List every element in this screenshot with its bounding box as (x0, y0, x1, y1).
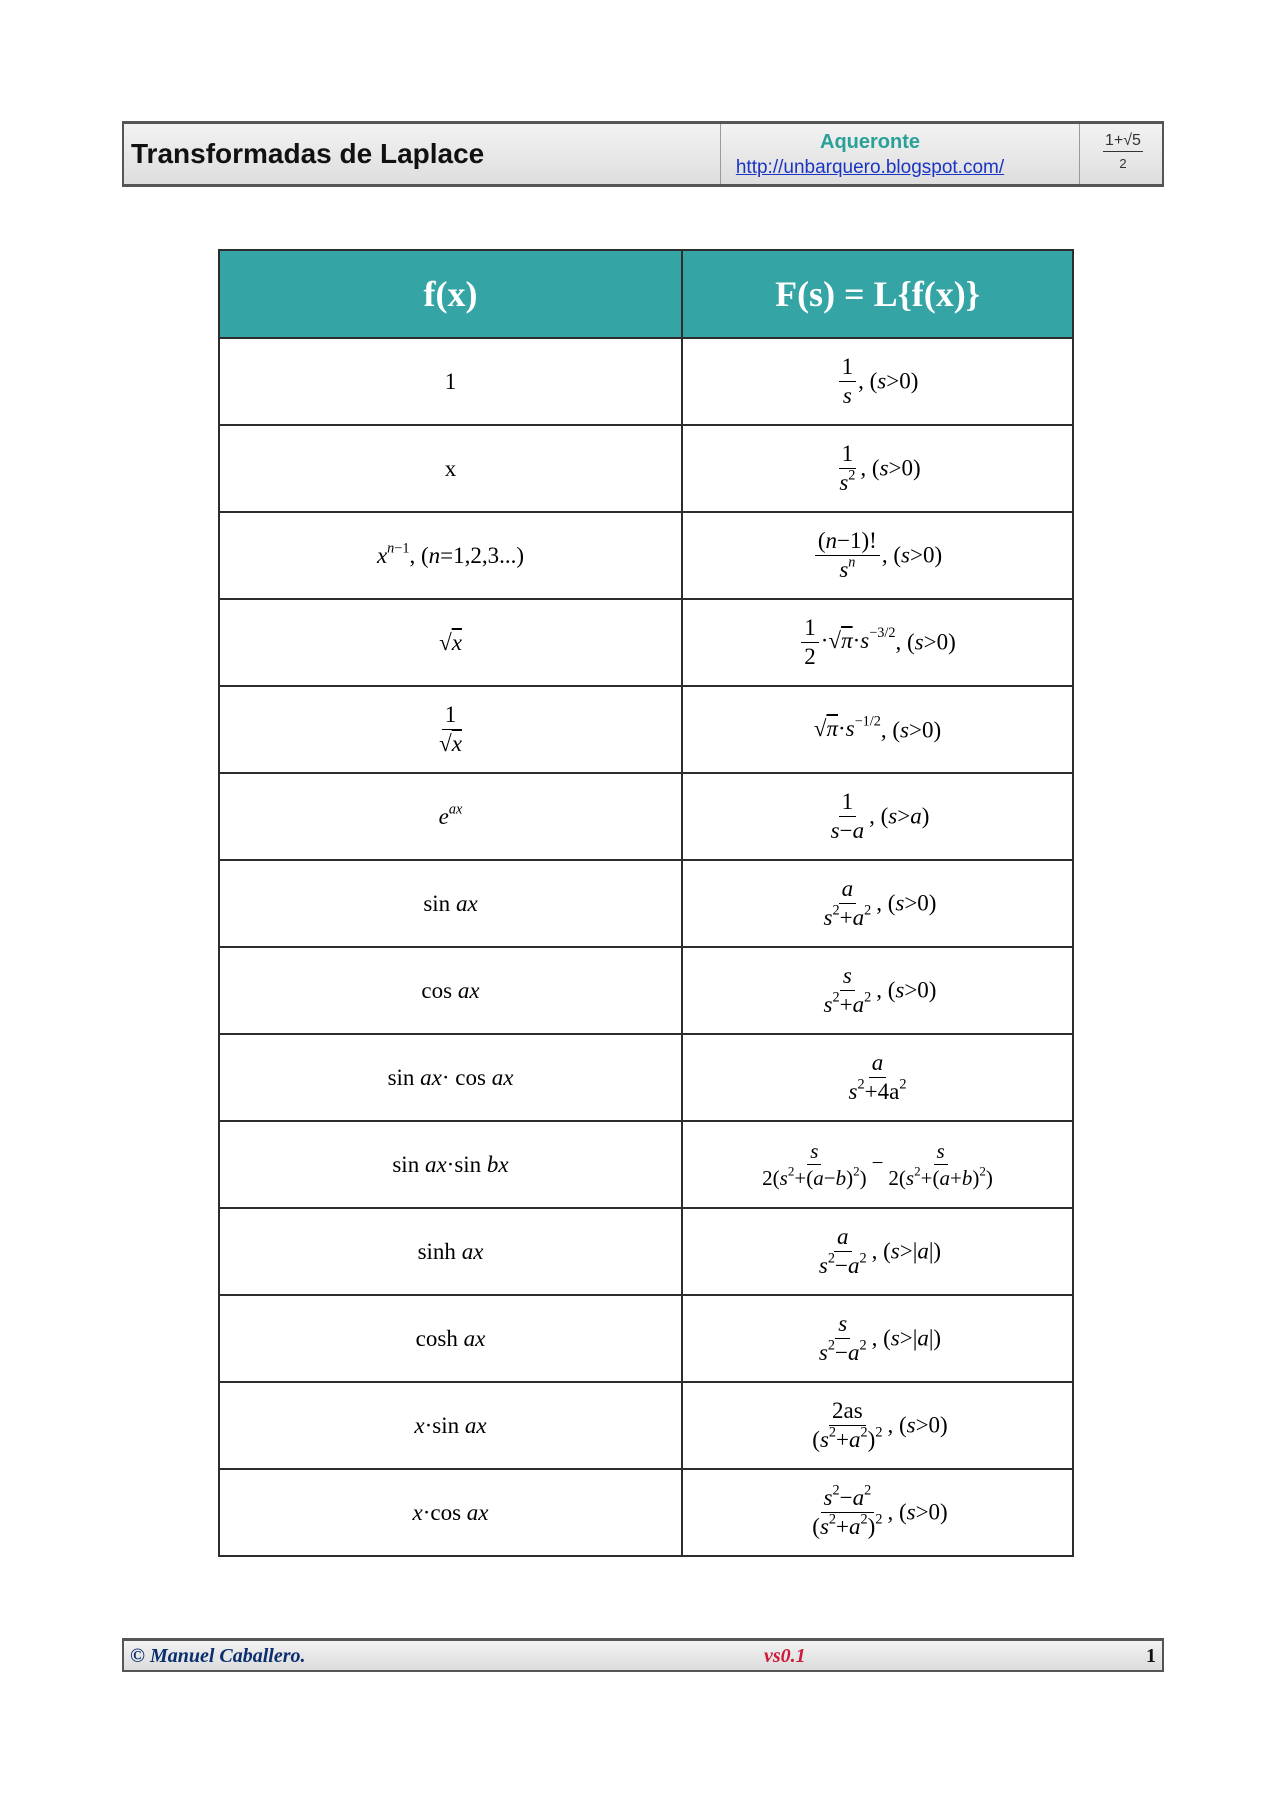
table-row (219, 773, 1073, 860)
function-cell: sin ax· cos ax (219, 1034, 682, 1121)
transform-cell: $\frac{1}{s^2}$ , (s>0) (682, 425, 1073, 512)
function-cell: x·cos ax (219, 1469, 682, 1556)
logo-denominator: 2 (1119, 156, 1127, 171)
table-row (219, 947, 1073, 1034)
transform-cell: $\frac{s}{s^2+a^2}$ , (s>0) (682, 947, 1073, 1034)
function-cell: cos ax (219, 947, 682, 1034)
logo-numerator: 1+√5 (1103, 132, 1143, 152)
table-row (219, 599, 1073, 686)
function-cell: sin ax·sin bx (219, 1121, 682, 1208)
column-header-transform: F(s) = L{f(x)} (682, 250, 1073, 338)
table-row (219, 1382, 1073, 1469)
page-number: 1 (1146, 1645, 1156, 1667)
table-row (219, 686, 1073, 773)
function-cell: cosh ax (219, 1295, 682, 1382)
table-row (219, 860, 1073, 947)
function-cell: sin ax (219, 860, 682, 947)
transform-cell: $\frac{a}{s^2+4a^2}$ (682, 1034, 1073, 1121)
document-header (122, 121, 1164, 187)
version-label: vs0.1 (764, 1645, 806, 1667)
transform-cell: $\frac{2as}{(s^2+a^2)^2}$ , (s>0) (682, 1382, 1073, 1469)
table-row (219, 1295, 1073, 1382)
function-cell: 1 (219, 338, 682, 425)
table-row (219, 1208, 1073, 1295)
function-cell: sinh ax (219, 1208, 682, 1295)
transform-cell: $\frac{s}{s^2-a^2}$ , (s>|a|) (682, 1295, 1073, 1382)
transform-cell: $√\pi\cdot s^{-1/2}$, (s>0) (682, 686, 1073, 773)
function-cell: √x (219, 599, 682, 686)
transform-cell: $\frac{s^2-a^2}{(s^2+a^2)^2}$ , (s>0) (682, 1469, 1073, 1556)
table-header-row (219, 250, 1073, 338)
table-row (219, 1121, 1073, 1208)
table-row (219, 1469, 1073, 1556)
golden-ratio-logo (1084, 132, 1162, 171)
transform-cell: $\frac{s}{2(s^2+(a-b)^2)}$ − $\frac{s}{2(s^2+(a+b)^2)}$ (682, 1121, 1073, 1208)
header-divider (1079, 124, 1080, 184)
transform-cell: $\frac{1}{s}$ , (s>0) (682, 338, 1073, 425)
laplace-transform-table (218, 249, 1074, 1557)
document-footer (122, 1638, 1164, 1672)
site-name: Aqueronte (820, 131, 920, 153)
site-url-link[interactable]: http://unbarquero.blogspot.com/ (735, 157, 1005, 178)
table-row (219, 425, 1073, 512)
function-cell: $\frac{1}{√x}$ (219, 686, 682, 773)
author-credit: © Manuel Caballero. (130, 1645, 306, 1667)
transform-cell: $\frac{1}{s-a}$ , (s>a) (682, 773, 1073, 860)
table-row (219, 1034, 1073, 1121)
transform-cell: $\frac{a}{s^2+a^2}$ , (s>0) (682, 860, 1073, 947)
function-cell: $x^{n-1}$, (n=1,2,3...) (219, 512, 682, 599)
column-header-function: f(x) (219, 250, 682, 338)
function-cell: x·sin ax (219, 1382, 682, 1469)
transform-cell: $\frac{a}{s^2-a^2}$ , (s>|a|) (682, 1208, 1073, 1295)
transform-cell: $\frac{(n-1)!}{s^n}$ , (s>0) (682, 512, 1073, 599)
function-cell: x (219, 425, 682, 512)
table-row (219, 512, 1073, 599)
table-row (219, 338, 1073, 425)
transform-cell: $\frac{1}{2}$ $\cdot√\pi\cdot s^{-3/2}$, (s>0) (682, 599, 1073, 686)
document-title: Transformadas de Laplace (131, 138, 485, 169)
function-cell: $e^{ax}$ (219, 773, 682, 860)
